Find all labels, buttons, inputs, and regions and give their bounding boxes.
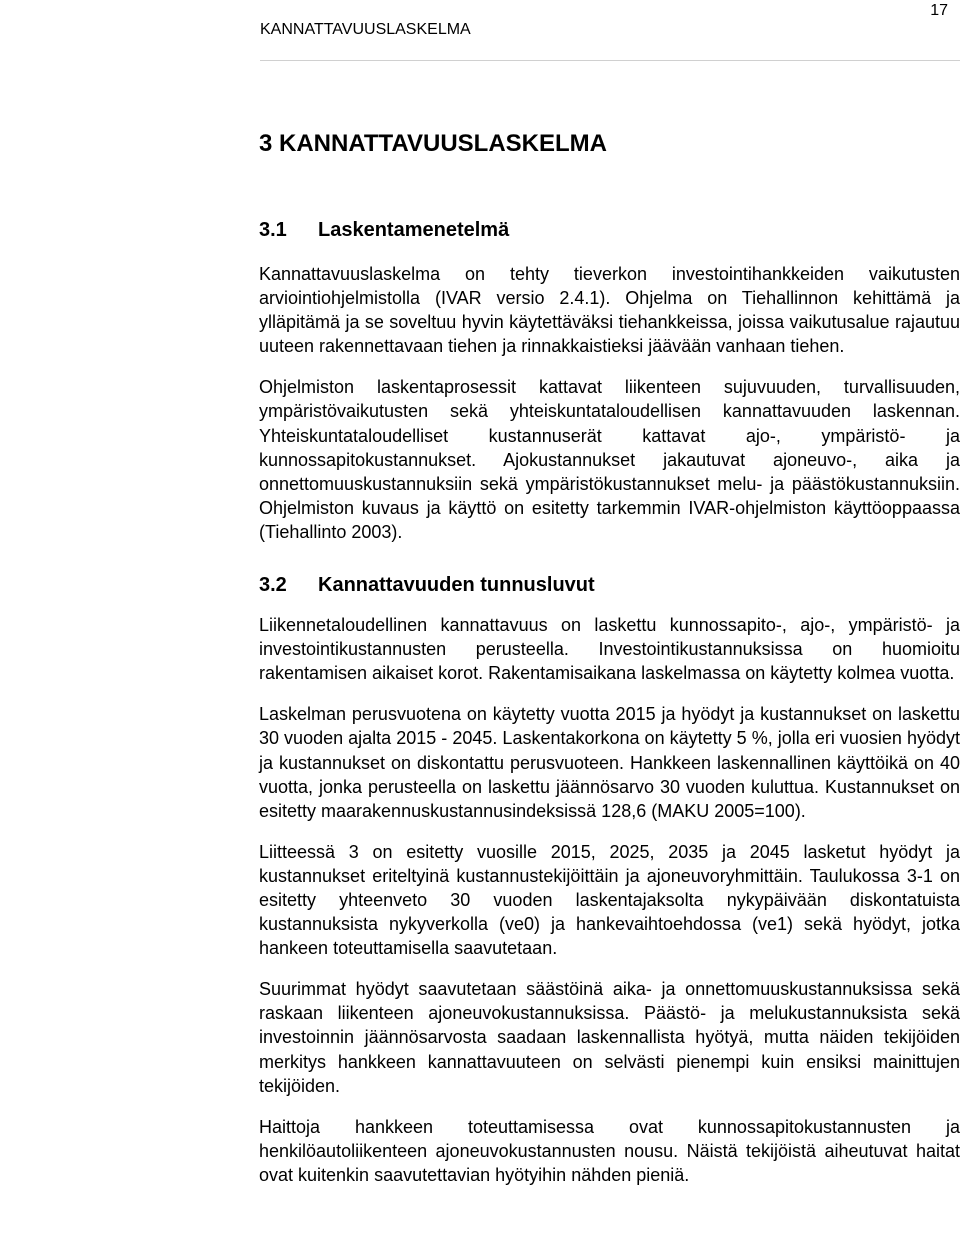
paragraph: Suurimmat hyödyt saavutetaan säästöinä aika- ja onnettomuuskustannuksissa sekä raskaan liikenteen ajoneuvokustannuksissa. Päästö- ja melukustannuksista sekä investoinnin jäännösarvosta saadaan laskennallista hyötyä, mutta näiden tekijöiden merkitys hankkeen kannattavuuteen on selvästi pienempi kuin ensiksi mainittujen tekijöiden. <box>259 979 960 1096</box>
running-title: KANNATTAVUUSLASKELMA <box>260 21 471 38</box>
paragraph: Kannattavuuslaskelma on tehty tieverkon investointihankkeiden vaikutusten arviointiohjelmistolla (IVAR versio 2.4.1). Ohjelma on Tiehallinnon kehittämä ja ylläpitämä ja se soveltuu hyvin käytettäväksi tiehankkeissa, joissa vaikutusalue rajautuu uuteen rakennettavaan tiehen ja rinnakkaistieksi jäävään vanhaan tiehen. <box>259 264 960 357</box>
section-3-2 <box>259 571 960 1187</box>
paragraph: Haittoja hankkeen toteuttamisessa ovat kunnossapitokustannusten ja henkilöautoliikenteen ajoneuvokustannusten nousu. Näistä tekijöistä aiheutuvat haitat ovat kuitenkin saavutettavian hyötyihin nähden pieniä. <box>259 1116 960 1185</box>
paragraph: Laskelman perusvuotena on käytetty vuotta 2015 ja hyödyt ja kustannukset on laskettu 30 vuoden ajalta 2015 - 2045. Laskentakorkona on käytetty 5 %, jolla eri vuosien hyödyt ja kustannukset on diskontattu perusvuoteen. Hankkeen laskennallinen käyttöikä on 40 vuotta, jonka perusteella on laskettu jäännösarvo 30 vuoden kuluttua. Kustannukset on esitetty maarakennuskustannusindeksissä 128,6 (MAKU 2005=100). <box>259 704 960 821</box>
page-header <box>260 2 960 61</box>
section-title: Kannattavuuden tunnusluvut <box>318 574 595 597</box>
page-number: 17 <box>930 2 948 19</box>
section-title: Laskentamenetelmä <box>318 219 510 241</box>
section-heading <box>259 216 960 244</box>
section-number: 3.2 <box>259 574 287 597</box>
chapter-title: 3 KANNATTAVUUSLASKELMA <box>259 130 607 157</box>
paragraph: Liitteessä 3 on esitetty vuosille 2015, 2025, 2035 ja 2045 lasketut hyödyt ja kustannukset eriteltyinä kustannustekijöittäin ja ajoneuvoryhmittäin. Taulukossa 3-1 on esitetty yhteenveto 30 vuoden laskentajaksolta nykypäivään diskontatuista kustannuksista nykyverkolla (ve0) ja hankevaihtoehdossa (ve1) sekä hyödyt, jotka hankeen toteuttamisella saavutetaan. <box>259 841 960 959</box>
paragraph: Liikennetaloudellinen kannattavuus on laskettu kunnossapito-, ajo-, ympäristö- ja investointikustannusten perusteella. Investointikustannuksissa on huomioitu rakentamisen aikaiset korot. Rakentamisaikana laskelmassa on käytetty kolmea vuotta. <box>259 615 960 684</box>
section-heading <box>259 571 960 599</box>
page-content <box>259 128 960 1204</box>
paragraph: Ohjelmiston laskentaprosessit kattavat liikenteen sujuvuuden, turvallisuuden, ympäristövaikutusten sekä yhteiskuntataloudellisen kannattavuuden laskennan. Yhteiskuntataloudelliset kustannuserät kattavat ajo-, ympäristö- ja kunnossapitokustannukset. Ajokustannukset jakautuvat ajoneuvo-, aika ja onnettomuuskustannuksiin sekä ympäristökustannukset melu- ja päästökustannuksiin. Ohjelmiston kuvaus ja käyttö on esitetty tarkemmin IVAR-ohjelmiston käyttöoppaassa (Tiehallinto 2003). <box>259 377 960 542</box>
section-number: 3.1 <box>259 219 287 241</box>
section-3-1 <box>259 216 960 544</box>
